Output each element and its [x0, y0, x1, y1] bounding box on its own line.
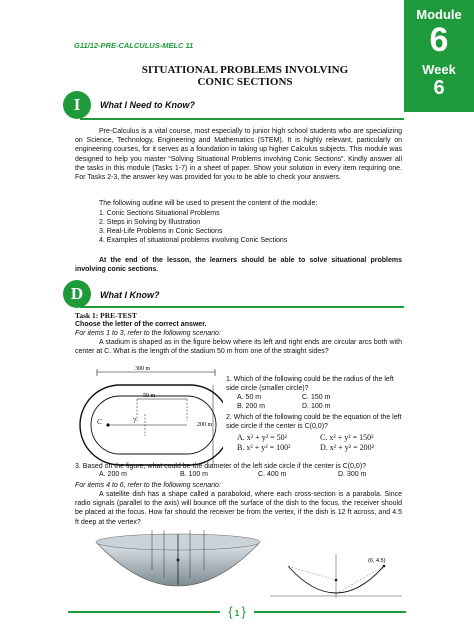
outline-item: 3. Real-Life Problems in Conic Sections [99, 228, 223, 235]
center-label: C [97, 418, 102, 426]
right-dimension-label: 200 m [197, 422, 213, 428]
inner-dimension-label: 50 m [143, 393, 156, 399]
outline-item: 4. Examples of situational problems involving Conic Sections [99, 237, 288, 244]
q2-option-b: B. x² + y² = 100² [237, 443, 291, 452]
stadium-scenario: A stadium is shaped as in the figure below where its left and right ends are circular arcs both with center at C. What is the length of the stadium 50 m from one of the straight sides? [75, 339, 402, 356]
outline-list [99, 209, 287, 245]
q2-option-c: C. x² + y² = 150² [320, 433, 374, 442]
q1-option-a: A. 50 m [237, 394, 262, 401]
question-2: 2. Which of the following could be the equation of the left side circle if the center is C(0,0)? [226, 414, 402, 430]
q1-option-d: D. 100 m [302, 403, 331, 410]
section-i-title: What I Need to Know? [100, 100, 195, 110]
outline-intro: The following outline will be used to present the content of the module: [99, 200, 318, 207]
footer-line-right [254, 611, 406, 613]
q1-option-c: C. 150 m [302, 394, 331, 401]
top-dimension-label: 300 m [135, 366, 151, 372]
q2-option-d: D. x² + y² = 200² [320, 443, 374, 452]
intro-paragraph: Pre-Calculus is a vital course, most especially to junior high school students who are specializing on Science, Technology, Engineering and Mathematics (STEM). It is highly relevant, particularly on engineering courses, for it serves as a foundation in taking up higher Calculus subjects. This module was designed to help you master “Solving Situational Problems involving Conic Sections”. Kindly answer all the tasks in this module (Tasks 1-7) in a sheet of paper. Show your solution in every item requiring one. For Tasks 2-3, the answer key was provided for you to be able to check your answers. [75, 128, 402, 182]
footer-line-left [68, 611, 220, 613]
outline-item: 2. Steps in Solving by Illustration [99, 219, 201, 226]
q3-option-a: A. 200 m [99, 471, 128, 478]
lesson-objective: At the end of the lesson, the learners should be able to solve situational problems involving conic sections. [75, 257, 402, 274]
point-marker [383, 565, 386, 568]
q3-option-b: B. 100 m [180, 471, 209, 478]
focus-point [177, 559, 180, 562]
section-d-underline [80, 306, 404, 308]
module-badge [404, 0, 474, 112]
page-number: 1 [234, 609, 240, 618]
page-number-bracket: { 1 } [228, 604, 246, 619]
items-4-6-label: For items 4 to 6, refer to the following scenario: [75, 482, 221, 489]
q2-option-a: A. x² + y² = 50² [237, 433, 287, 442]
section-i-badge: I [63, 91, 91, 119]
title-line-2: CONIC SECTIONS [197, 76, 293, 88]
center-point [106, 423, 109, 426]
satellite-dish-illustration [92, 530, 264, 598]
section-d-title: What I Know? [100, 290, 160, 300]
q1-option-b: B. 200 m [237, 403, 266, 410]
q3-option-d: D. 300 m [338, 471, 367, 478]
question-3: 3. Based on the figure, what could be the diameter of the left side circle if the center is C(0,0)? [75, 463, 367, 470]
question-1: 1. Which of the following could be the radius of the left side circle (smaller circle)? [226, 376, 394, 392]
parabola-graph [268, 552, 404, 598]
page-title [100, 64, 390, 88]
section-i-underline [80, 118, 404, 120]
week-number: 6 [433, 77, 445, 99]
question-mark-label: ? [133, 417, 137, 425]
task1-instruction: Choose the letter of the correct answer. [75, 321, 207, 328]
outline-item: 1. Conic Sections Situational Problems [99, 210, 220, 217]
section-d-badge: D [63, 280, 91, 308]
stadium-figure [75, 366, 223, 466]
melc-code: G11/12-PRE-CALCULUS-MELC 11 [74, 41, 194, 50]
point-label: (6, 4.5) [368, 558, 386, 564]
q3-option-c: C. 400 m [258, 471, 287, 478]
task1-title: Task 1: PRE-TEST [75, 311, 137, 320]
focus-marker [335, 579, 338, 582]
week-label: Week [422, 62, 456, 77]
dish-scenario: A satellite dish has a shape called a paraboloid, where each cross-section is a parabola. Since radio signals (parallel to the axis) will bounce off the surface of the dish to the focus, the receiver should be placed at the focus. How far should the receiver be from the vertex, if the dish is 12 ft across, and 4.5 ft deep at the vertex? [75, 491, 402, 526]
title-line-1: SITUATIONAL PROBLEMS INVOLVING [141, 64, 349, 76]
module-number: 6 [429, 21, 449, 59]
items-1-3-label: For items 1 to 3, refer to the following scenario: [75, 330, 221, 337]
module-label: Module [416, 7, 462, 22]
